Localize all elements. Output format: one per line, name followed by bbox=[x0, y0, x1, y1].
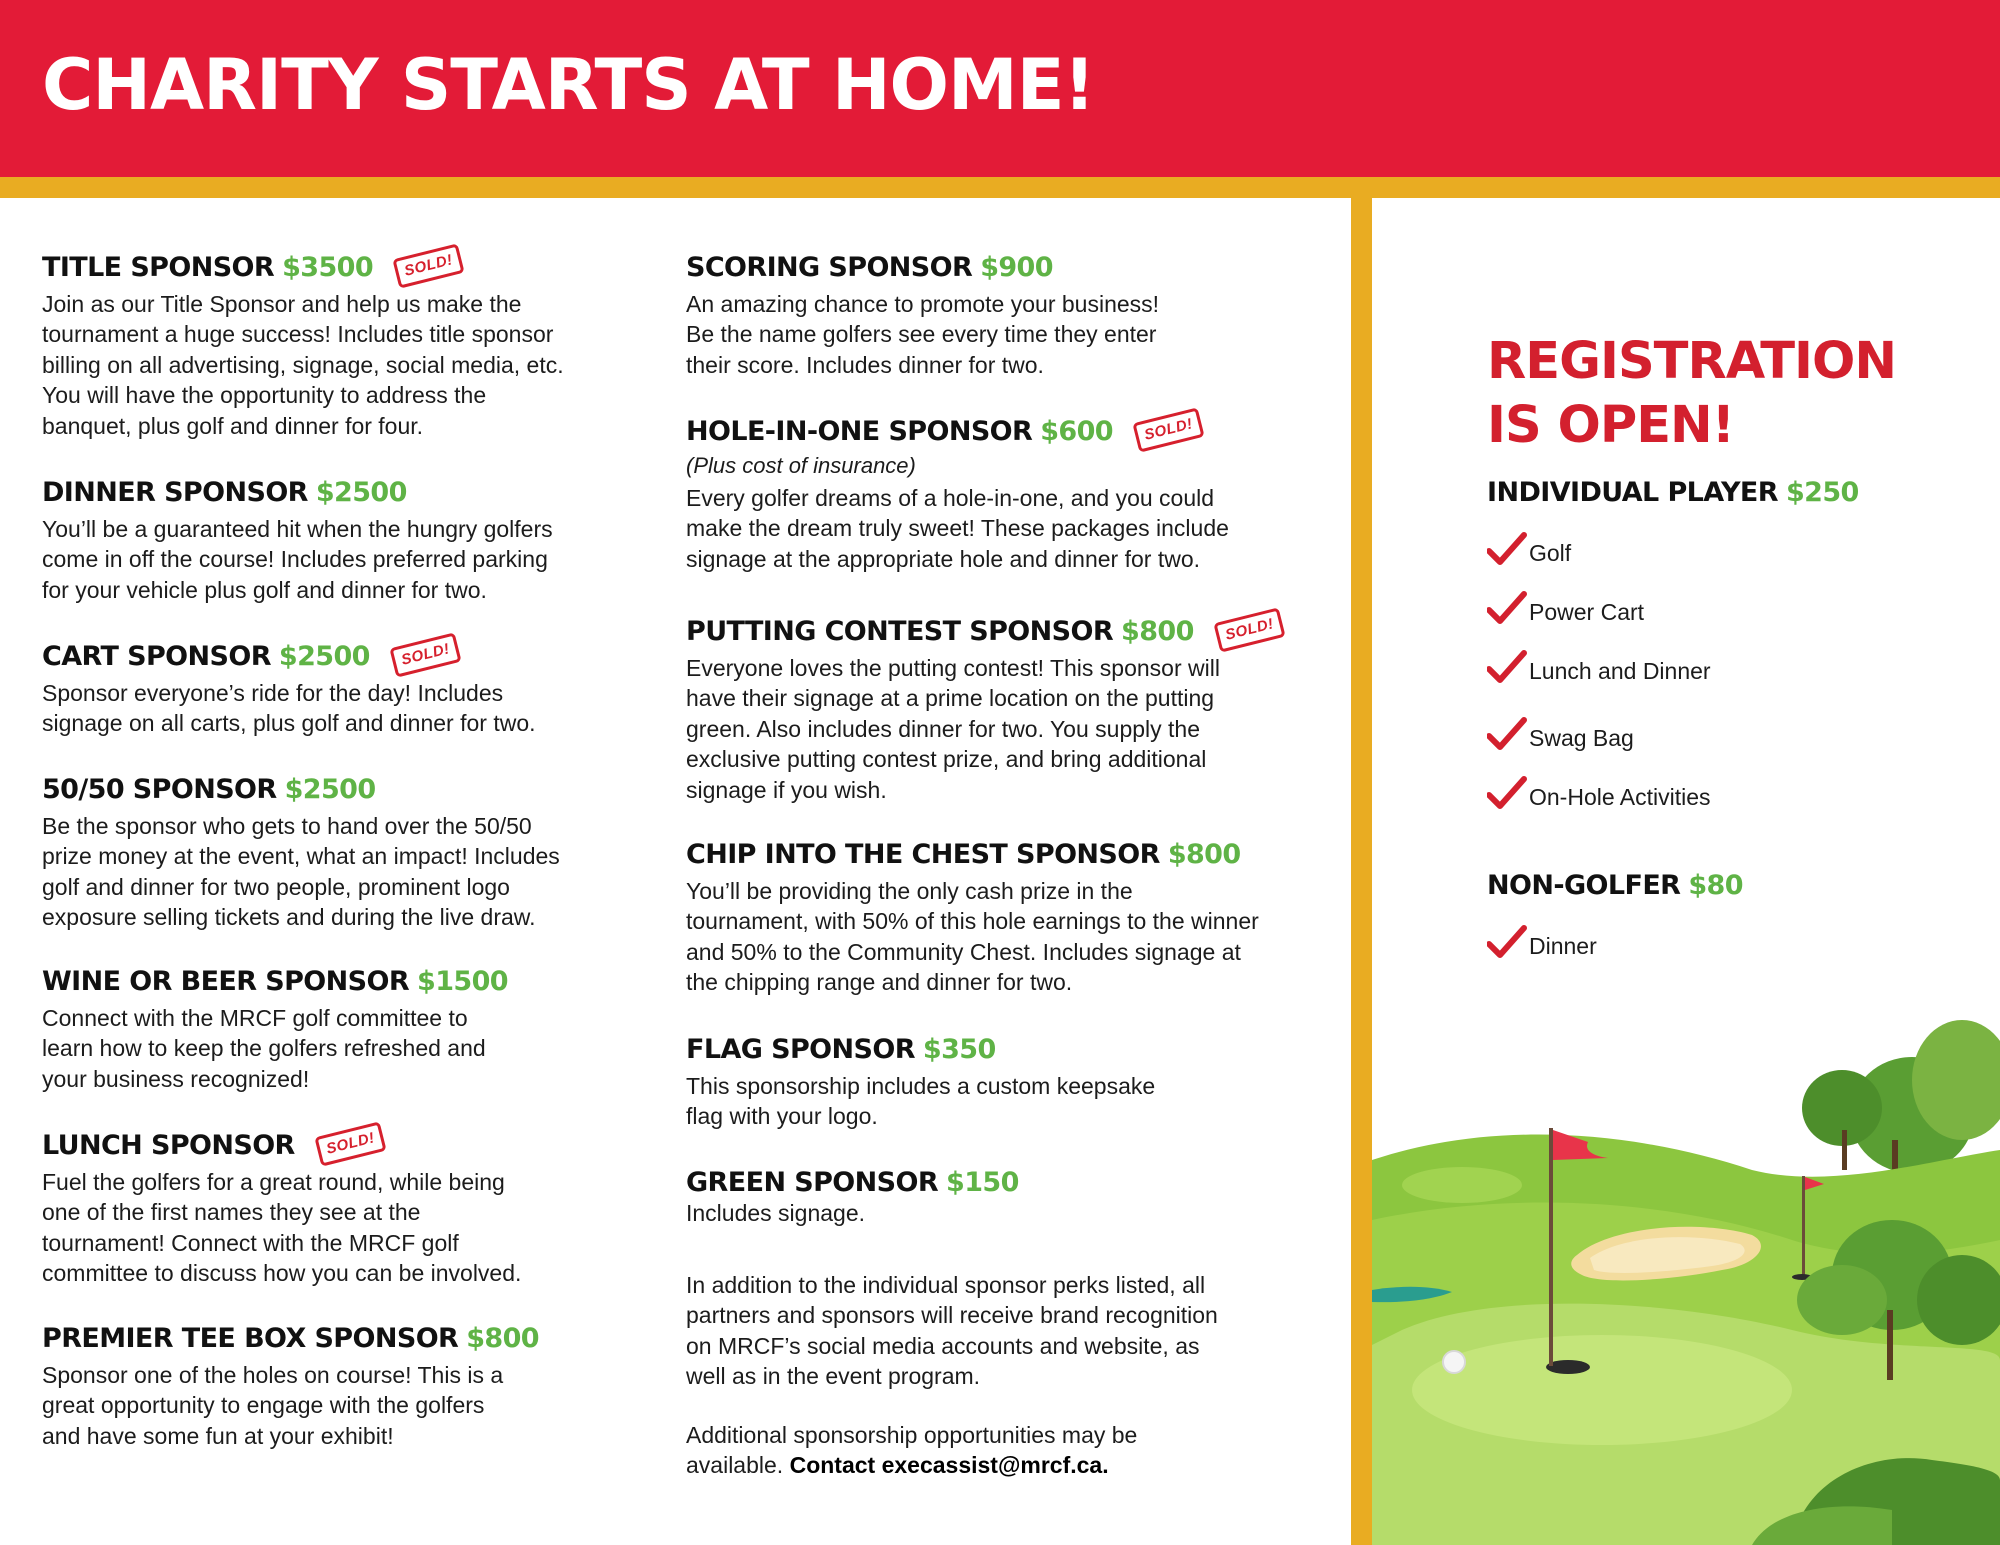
description-line: exclusive putting contest prize, and bring additional bbox=[686, 746, 1207, 773]
sponsor-name: TITLE SPONSOR bbox=[42, 252, 275, 283]
perks-line: well as in the event program. bbox=[686, 1363, 981, 1390]
sponsor-description bbox=[42, 1360, 622, 1451]
sponsor-description bbox=[42, 1003, 622, 1094]
sponsor-name: WINE OR BEER SPONSOR bbox=[42, 966, 410, 997]
sponsor-name: DINNER SPONSOR bbox=[42, 477, 308, 508]
description-line: for your vehicle plus golf and dinner for two. bbox=[42, 576, 487, 603]
description-line: Every golfer dreams of a hole-in-one, and you could bbox=[686, 485, 1215, 511]
additional-opportunities-note bbox=[686, 1420, 1326, 1481]
sponsor-price: $800 bbox=[1167, 839, 1241, 870]
sponsor-perks-note bbox=[686, 1270, 1326, 1392]
sponsor-description bbox=[686, 483, 1326, 574]
sponsor-name: HOLE-IN-ONE SPONSOR bbox=[686, 416, 1033, 447]
description-line: banquet, plus golf and dinner for four. bbox=[42, 412, 424, 439]
checkmark-icon bbox=[1487, 591, 1527, 627]
description-line: make the dream truly sweet! These packages include bbox=[686, 515, 1229, 542]
contact-email[interactable]: Contact execassist@mrcf.ca. bbox=[789, 1452, 1109, 1479]
description-line: golf and dinner for two people, prominent logo bbox=[42, 873, 510, 900]
description-line: and have some fun at your exhibit! bbox=[42, 1422, 394, 1449]
sponsor-description bbox=[42, 289, 622, 441]
sponsor-note: (Plus cost of insurance) bbox=[686, 453, 916, 478]
description-line: their score. Includes dinner for two. bbox=[686, 351, 1044, 378]
sponsor-price: $2500 bbox=[278, 641, 370, 672]
sponsor-description bbox=[686, 1198, 1326, 1228]
checkmark-icon bbox=[1487, 532, 1527, 568]
description-line: great opportunity to engage with the golfers bbox=[42, 1392, 485, 1419]
sponsor-description bbox=[42, 514, 622, 605]
description-line: You will have the opportunity to address the bbox=[42, 382, 487, 409]
sponsor-name: LUNCH SPONSOR bbox=[42, 1130, 295, 1161]
perk-label: Golf bbox=[1529, 540, 1572, 566]
sponsor-description bbox=[42, 811, 622, 933]
sponsor-price: $2500 bbox=[284, 774, 376, 805]
sponsor-name: CHIP INTO THE CHEST SPONSOR bbox=[686, 839, 1160, 870]
sponsor-name: GREEN SPONSOR bbox=[686, 1167, 939, 1198]
description-line: signage on all carts, plus golf and dinner for two. bbox=[42, 710, 536, 737]
checkmark-icon bbox=[1487, 776, 1527, 812]
description-line: Be the name golfers see every time they enter bbox=[686, 321, 1157, 348]
description-line: tournament! Connect with the MRCF golf bbox=[42, 1229, 459, 1256]
description-line: billing on all advertising, signage, social media, etc. bbox=[42, 351, 564, 378]
description-line: Fuel the golfers for a great round, while being bbox=[42, 1169, 505, 1195]
sponsor-description bbox=[686, 876, 1326, 998]
additional-text: available. bbox=[686, 1452, 790, 1479]
sponsor-dinner bbox=[42, 474, 622, 605]
sponsor-name: SCORING SPONSOR bbox=[686, 252, 973, 283]
sponsor-price: $150 bbox=[946, 1167, 1019, 1198]
sponsor-name: PUTTING CONTEST SPONSOR bbox=[686, 616, 1114, 647]
perk-label: On-Hole Activities bbox=[1529, 784, 1711, 810]
non-golfer-price: $80 bbox=[1688, 870, 1743, 901]
perk-label: Swag Bag bbox=[1529, 725, 1634, 751]
non-golfer-label: NON-GOLFER bbox=[1487, 870, 1681, 901]
sold-stamp: SOLD! bbox=[1132, 407, 1204, 452]
description-line: exposure selling tickets and during the live draw. bbox=[42, 904, 536, 931]
sold-stamp: SOLD! bbox=[389, 632, 461, 677]
sponsor-name: FLAG SPONSOR bbox=[686, 1034, 915, 1065]
sponsor-price: $2500 bbox=[315, 477, 407, 508]
sold-stamp: SOLD! bbox=[314, 1121, 386, 1166]
sponsor-description bbox=[42, 1167, 622, 1289]
sponsor-flag bbox=[686, 1031, 1326, 1132]
individual-player-label: INDIVIDUAL PLAYER bbox=[1487, 477, 1778, 508]
sponsor-wine-or-beer bbox=[42, 963, 622, 1094]
sponsor-scoring bbox=[686, 249, 1326, 380]
sponsor-chip-into-the-chest bbox=[686, 836, 1326, 998]
checkmark-icon bbox=[1487, 925, 1527, 961]
sponsor-description bbox=[42, 678, 622, 739]
description-line: Join as our Title Sponsor and help us make the bbox=[42, 291, 522, 317]
description-line: the chipping range and dinner for two. bbox=[686, 969, 1073, 996]
sponsor-price: $900 bbox=[980, 252, 1053, 283]
description-line: learn how to keep the golfers refreshed and bbox=[42, 1035, 486, 1062]
sponsor-price: $600 bbox=[1040, 416, 1113, 447]
individual-player-heading bbox=[1487, 477, 1859, 508]
sponsor-cart bbox=[42, 638, 622, 739]
description-line: signage at the appropriate hole and dinner for two. bbox=[686, 545, 1201, 572]
description-line: Everyone loves the putting contest! This sponsor will bbox=[686, 655, 1220, 681]
sponsor-description bbox=[686, 653, 1326, 805]
sponsor-title bbox=[42, 249, 622, 441]
checkmark-icon bbox=[1487, 717, 1527, 753]
sponsor-price: $350 bbox=[922, 1034, 996, 1065]
registration-title-line: REGISTRATION bbox=[1487, 332, 1897, 391]
description-line: signage if you wish. bbox=[686, 776, 887, 803]
header-banner bbox=[0, 0, 2000, 177]
sponsor-description bbox=[686, 289, 1326, 380]
perk-label: Dinner bbox=[1529, 933, 1597, 959]
registration-title-line: IS OPEN! bbox=[1487, 396, 1734, 455]
sponsor-name: 50/50 SPONSOR bbox=[42, 774, 277, 805]
description-line: Sponsor everyone’s ride for the day! Includes bbox=[42, 680, 504, 706]
sponsor-50-50 bbox=[42, 771, 622, 933]
description-line: Be the sponsor who gets to hand over the 50/50 bbox=[42, 813, 532, 839]
sponsor-price: $3500 bbox=[282, 252, 374, 283]
sponsor-name: PREMIER TEE BOX SPONSOR bbox=[42, 1323, 459, 1354]
perks-line: partners and sponsors will receive brand recognition bbox=[686, 1302, 1218, 1329]
page-title: CHARITY STARTS AT HOME! bbox=[42, 44, 1095, 126]
sponsor-price: $1500 bbox=[417, 966, 508, 997]
gold-divider-vertical bbox=[1351, 198, 1372, 1545]
checkmark-icon bbox=[1487, 650, 1527, 686]
description-line: green. Also includes dinner for two. You supply the bbox=[686, 715, 1201, 742]
description-line: You’ll be providing the only cash prize in the bbox=[686, 878, 1133, 904]
gold-divider-horizontal bbox=[0, 177, 2000, 198]
sponsor-price: $800 bbox=[466, 1323, 539, 1354]
description-line: tournament a huge success! Includes title sponsor bbox=[42, 321, 554, 348]
description-line: have their signage at a prime location on the putting bbox=[686, 685, 1215, 712]
perks-line: on MRCF’s social media accounts and website, as bbox=[686, 1332, 1200, 1359]
sponsor-price: $800 bbox=[1121, 616, 1194, 647]
description-line: Sponsor one of the holes on course! This is a bbox=[42, 1362, 504, 1388]
registration-title bbox=[1487, 330, 1967, 458]
perk-label: Power Cart bbox=[1529, 599, 1645, 625]
description-line: one of the first names they see at the bbox=[42, 1199, 421, 1226]
description-line: An amazing chance to promote your business! bbox=[686, 291, 1160, 317]
description-line: Includes signage. bbox=[686, 1200, 866, 1226]
sponsor-putting-contest bbox=[686, 613, 1326, 805]
non-golfer-heading bbox=[1487, 870, 1743, 901]
description-line: committee to discuss how you can be involved. bbox=[42, 1260, 522, 1287]
sponsor-green bbox=[686, 1164, 1326, 1228]
sponsor-name: CART SPONSOR bbox=[42, 641, 271, 672]
description-line: prize money at the event, what an impact! Includes bbox=[42, 843, 560, 870]
perks-line: In addition to the individual sponsor perks listed, all bbox=[686, 1272, 1206, 1298]
description-line: flag with your logo. bbox=[686, 1103, 878, 1130]
description-line: You’ll be a guaranteed hit when the hungry golfers bbox=[42, 516, 553, 542]
description-line: and 50% to the Community Chest. Includes signage at bbox=[686, 938, 1241, 965]
description-line: come in off the course! Includes preferred parking bbox=[42, 546, 548, 573]
description-line: your business recognized! bbox=[42, 1065, 310, 1092]
sponsor-premier-tee-box bbox=[42, 1320, 622, 1451]
sold-stamp: SOLD! bbox=[1213, 607, 1285, 652]
additional-line: Additional sponsorship opportunities may be bbox=[686, 1422, 1138, 1448]
individual-player-price: $250 bbox=[1785, 477, 1859, 508]
sponsor-hole-in-one bbox=[686, 413, 1326, 574]
description-line: This sponsorship includes a custom keepsake bbox=[686, 1073, 1156, 1099]
additional-line bbox=[686, 1450, 1326, 1480]
golf-course-illustration bbox=[1372, 1000, 2000, 1545]
sold-stamp: SOLD! bbox=[392, 243, 464, 288]
sponsor-lunch bbox=[42, 1127, 622, 1289]
description-line: tournament, with 50% of this hole earnings to the winner bbox=[686, 908, 1259, 935]
description-line: Connect with the MRCF golf committee to bbox=[42, 1005, 468, 1031]
perk-label: Lunch and Dinner bbox=[1529, 658, 1711, 684]
sponsor-description bbox=[686, 1071, 1326, 1132]
